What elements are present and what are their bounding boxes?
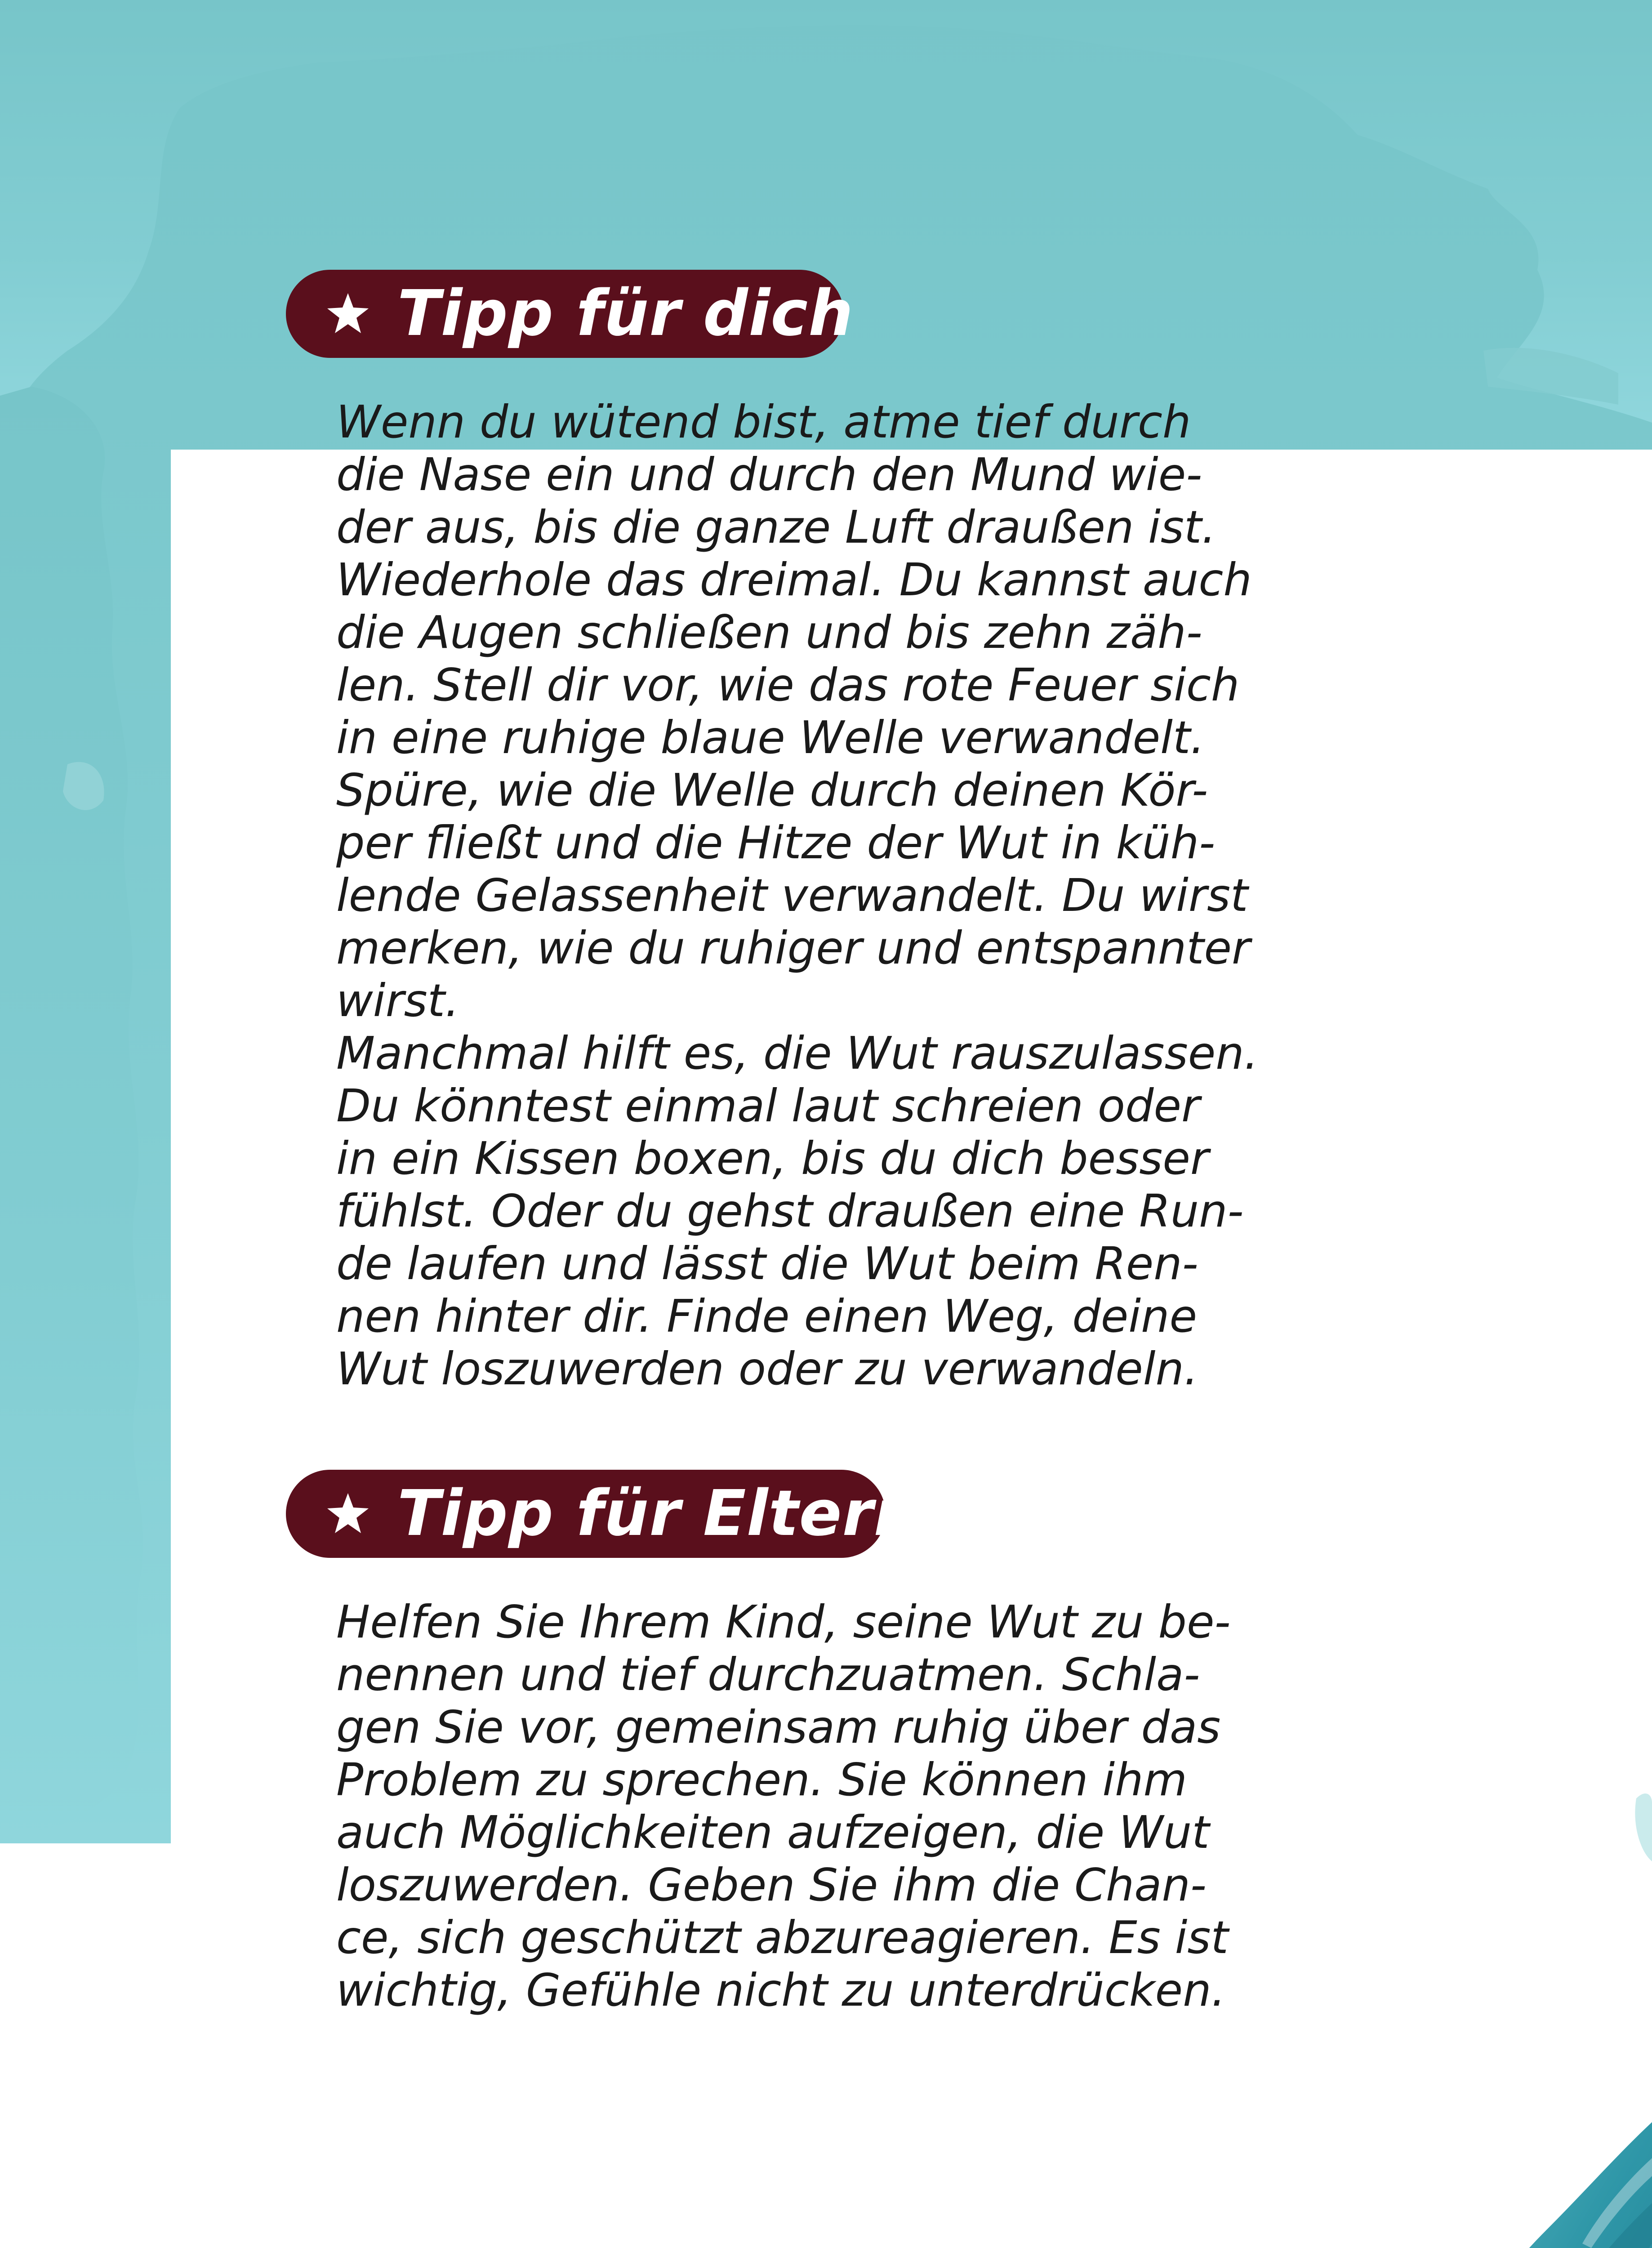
tip-child-heading: Tipp für dich	[397, 277, 854, 350]
star-icon	[325, 291, 370, 336]
tip-child-heading-pill	[286, 270, 854, 358]
watercolor-deep-corner	[1428, 2122, 1652, 2248]
tip-child-text: Wenn du wütend bist, atme tief durch die Nase ein und durch den Mund wie- der aus, bis die ganze Luft draußen ist. Wiederhole das dreimal. Du kannst auch die Augen schließen und bis zehn zäh- len. Stell dir vor, wie das rote Feuer sich in eine ruhige blaue Welle verwandelt. Spüre, wie die Welle durch deinen Kör- per fließt und die Hitze der Wut in küh- lende Gelassenheit verwandelt. Du wirst merken, wie du ruhiger und entspannter wirst. Manchmal hilft es, die Wut rauszulassen. Du könntest einmal laut schreien oder in ein Kissen boxen, bis du dich besser fühlst. Oder du gehst draußen eine Run- de laufen und lässt die Wut beim Ren- nen hinter dir. Finde einen Weg, deine Wut loszuwerden oder zu verwandeln.	[336, 396, 1259, 1395]
watercolor-dab	[1635, 1793, 1652, 1861]
star-icon	[325, 1491, 370, 1536]
tip-parent-text: Helfen Sie Ihrem Kind, seine Wut zu be- nennen und tief durchzuatmen. Schla- gen Sie vor, gemeinsam ruhig über das Problem zu sprechen. Sie können ihm auch Möglichkeiten aufzeigen, die Wut loszuwerden. Geben Sie ihm die Chan- ce, sich geschützt abzureagieren. Es ist wichtig, Gefühle nicht zu unterdrücken.	[336, 1596, 1231, 2016]
tip-parent-heading-pill	[286, 1470, 919, 1558]
tip-parent-heading: Tipp für Eltern	[397, 1477, 919, 1550]
